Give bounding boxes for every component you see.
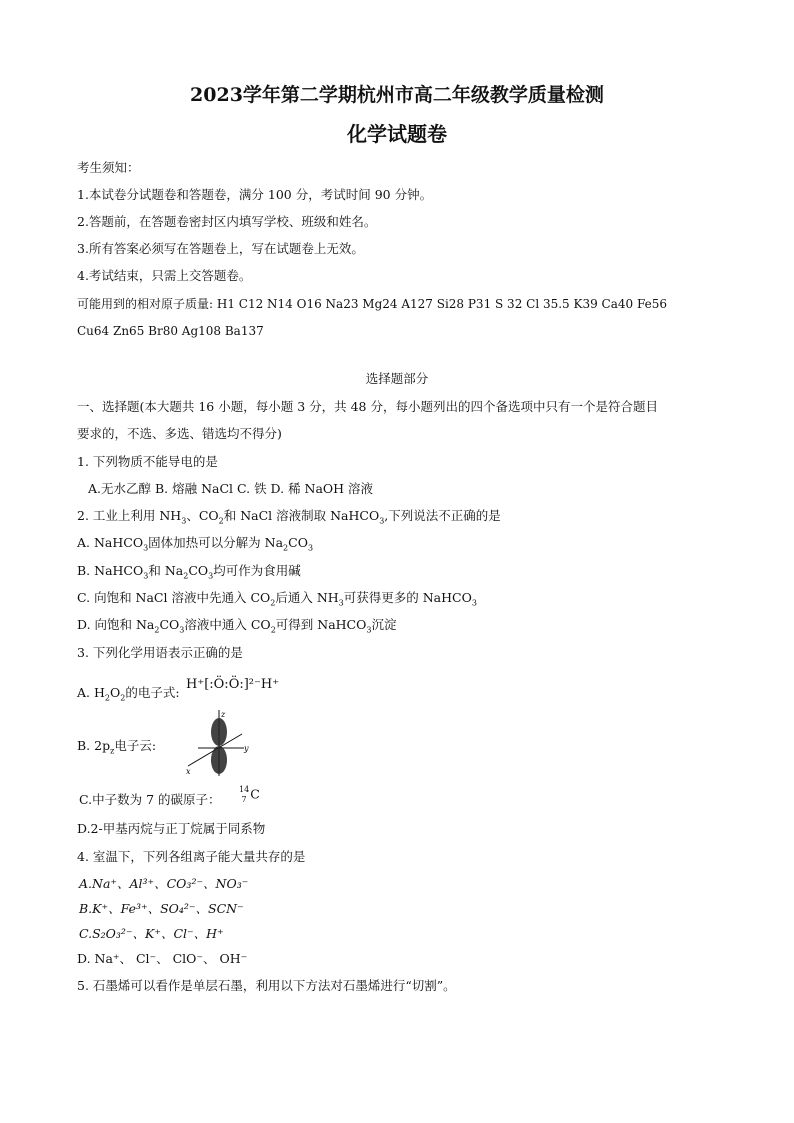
notice-item-4: 4.考试结束，只需上交答题卷。 <box>77 268 252 283</box>
section-intro-line-1: 一、选择题(本大题共 16 小题，每小题 3 分，共 48 分，每小题列出的四个备选项中只有一个是符合题目 <box>77 399 658 414</box>
y-label: y <box>244 744 249 753</box>
mass-number: 14 <box>239 785 250 794</box>
nuclide-numbers <box>239 785 249 805</box>
q1-options: A.无水乙醇 B. 熔融 NaCl C. 铁 D. 稀 NaOH 溶液 <box>88 481 374 496</box>
q2-option-a: A. NaHCO$_3$固体加热可以分解为 $Na_2CO_3$ <box>77 535 314 553</box>
atomic-number: 7 <box>241 795 247 804</box>
q3-option-a: A. $H_2O_2$的电子式: <box>77 685 180 703</box>
q5-stem: 5. 石墨烯可以看作是单层石墨，利用以下方法对石墨烯进行“切割”。 <box>77 978 456 993</box>
q4-option-d: D. Na⁺、 Cl⁻、 ClO⁻、 OH⁻ <box>77 951 248 966</box>
q4-option-a: A.Na⁺、Al³⁺、CO₃²⁻、NO₃⁻ <box>79 876 249 891</box>
q2-stem: 2. 工业上利用 $NH_3$、$CO_2$和 NaCl 溶液制取 NaHCO$_3$,下列说法不正确的是 <box>77 508 501 526</box>
q3-option-b: B. $2p_z$电子云: <box>77 738 157 756</box>
q2-option-c: C. 向饱和 NaCl 溶液中先通入 $CO_2$后通入 $NH_3$可获得更多的 NaHCO$_3$ <box>77 590 477 608</box>
atomic-mass-line-2: Cu64 Zn65 Br80 Ag108 Ba137 <box>77 324 264 338</box>
atomic-mass-line-1: 可能用到的相对原子质量: H1 C12 N14 O16 Na23 Mg24 A127 Si28 P31 S 32 Cl 35.5 K39 Ca40 Fe56 <box>77 297 668 311</box>
section-intro-line-2: 要求的，不选、多选、错选均不得分) <box>77 426 282 441</box>
q2-option-d: D. 向饱和 $Na_2CO_3$溶液中通入 $CO_2$可得到 NaHCO$_3$沉淀 <box>77 617 397 635</box>
x-label: x <box>186 767 191 776</box>
2pz-orbital-diagram <box>184 708 254 778</box>
notice-item-1: 1.本试卷分试题卷和答题卷，满分 100 分，考试时间 90 分钟。 <box>77 187 433 202</box>
q4-option-b: B.K⁺、Fe³⁺、SO₄²⁻、SCN⁻ <box>79 901 244 916</box>
upper-lobe <box>211 718 227 746</box>
carbon-nuclide <box>239 785 260 805</box>
q2-option-b: B. NaHCO$_3$和 $Na_2CO_3$均可作为食用碱 <box>77 563 301 581</box>
q4-option-c: C.S₂O₃²⁻、K⁺、Cl⁻、H⁺ <box>79 926 224 941</box>
section-heading: 选择题部分 <box>365 371 429 386</box>
exam-subtitle: 化学试题卷 <box>347 122 447 146</box>
element-symbol: C <box>250 786 260 802</box>
exam-title: 2023学年第二学期杭州市高二年级教学质量检测 <box>190 84 604 106</box>
lower-lobe <box>211 746 227 774</box>
z-label: z <box>221 710 226 719</box>
q4-stem: 4. 室温下，下列各组离子能大量共存的是 <box>77 849 306 864</box>
q3-stem: 3. 下列化学用语表示正确的是 <box>77 645 243 660</box>
notice-item-2: 2.答题前，在答题卷密封区内填写学校、班级和姓名。 <box>77 214 377 229</box>
h2o2-electron-formula: H⁺[:Ö:Ö:]²⁻H⁺ <box>186 677 280 692</box>
q3-option-d: D.2-甲基丙烷与正丁烷属于同系物 <box>77 821 266 836</box>
q3-option-c: C.中子数为 7 的碳原子： <box>79 792 221 807</box>
q1-stem: 1. 下列物质不能导电的是 <box>77 454 218 469</box>
notice-heading: 考生须知： <box>77 160 140 175</box>
notice-item-3: 3.所有答案必须写在答题卷上，写在试题卷上无效。 <box>77 241 364 256</box>
